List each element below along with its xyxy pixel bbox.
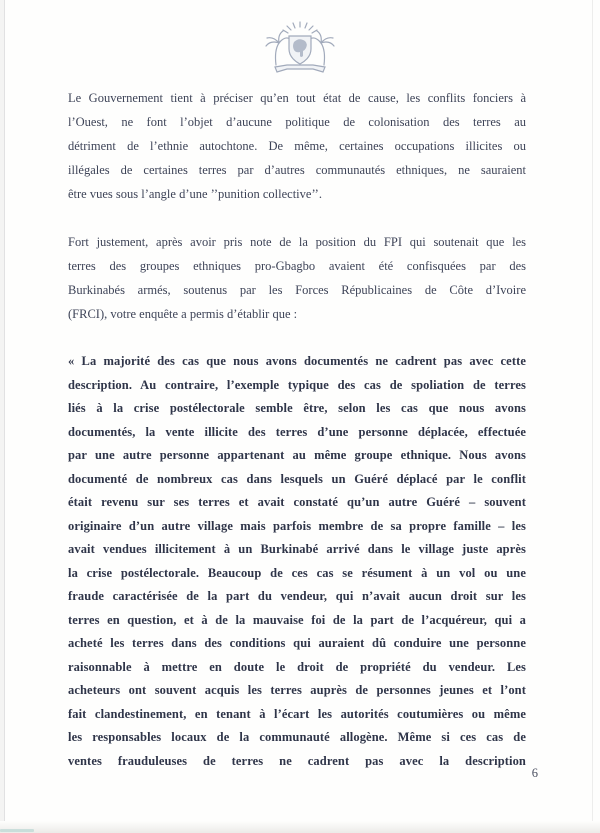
scan-bottom-shadow — [0, 821, 600, 833]
text-line: ventes frauduleuses de terres ne cadrent pas avec la description — [68, 753, 526, 768]
text-line: documenté de nombreux cas dans lesquels un Guéré déplacé par le conflit — [68, 471, 526, 486]
text-line: description. Au contraire, l’exemple typique des cas de spoliation de terres — [68, 377, 526, 392]
paragraph — [68, 86, 526, 206]
text-line: les responsables locaux de la communauté allogène. Même si ces cas de — [68, 730, 526, 744]
text-line: acheté les terres dans des conditions qui auraient dû conduire une personne — [68, 636, 526, 650]
text-line: raisonnable à mettre en doute le droit de propriété du vendeur. Les — [68, 659, 526, 674]
scan-edge-right — [592, 0, 593, 833]
text-line: fraude caractérisée de la part du vendeur, qui n’avait aucun droit sur les — [68, 589, 526, 603]
text-line: liés à la crise postélectorale semble être, selon les cas que nous avons — [68, 401, 526, 415]
text-line: « La majorité des cas que nous avons documentés ne cadrent pas avec cette — [68, 354, 526, 368]
text-line: être vues sous l’angle d’une ’’punition collective’’. — [68, 187, 322, 201]
text-line: acheteurs ont souvent acquis les terres auprès de personnes jeunes et l’ont — [68, 683, 526, 697]
text-line: terres en question, et à de la mauvaise foi de la part de l’acquéreur, qui a — [68, 612, 526, 627]
text-line: originaire d’un autre village mais parfois membre de sa propre famille – les — [68, 518, 526, 533]
text-line: par une autre personne appartenant au même groupe ethnique. Nous avons — [68, 448, 526, 462]
paragraph — [68, 350, 526, 773]
text-line: la crise postélectorale. Beaucoup de ces cas se résument à un vol ou une — [68, 565, 526, 580]
text-line: avait vendues illicitement à un Burkinabé arrivé dans le village juste après — [68, 542, 526, 556]
coat-of-arms-icon — [259, 20, 341, 80]
text-line: détriment de l’ethnie autochtone. De même, certaines occupations illicites ou — [68, 139, 526, 153]
text-line: Fort justement, après avoir pris note de la position du FPI qui soutenait que les — [68, 235, 526, 249]
coat-of-arms-graphic — [259, 20, 341, 80]
scan-edge-left — [4, 0, 5, 833]
text-line: terres des groupes ethniques pro-Gbagbo avaient été confisquées par des — [68, 259, 526, 273]
text-line: fait clandestinement, en tenant à l’écart les autorités coutumières ou même — [68, 706, 526, 721]
document-body — [68, 86, 526, 773]
page-number: 6 — [531, 766, 538, 780]
text-line: l’Ouest, ne font l’objet d’aucune politique de colonisation des terres au — [68, 115, 526, 129]
text-line: documentés, la vente illicite des terres d’une personne déplacée, effectuée — [68, 424, 526, 439]
text-line: était revenu sur ses terres et avait constaté qu’un autre Guéré – souvent — [68, 495, 526, 509]
paragraph — [68, 230, 526, 326]
scan-artifact — [0, 829, 34, 832]
text-line: illégales de certaines terres par d’autres communautés ethniques, ne sauraient — [68, 163, 526, 177]
text-line: Burkinabés armés, soutenus par les Forces Républicaines de Côte d’Ivoire — [68, 283, 526, 297]
text-line: Le Gouvernement tient à préciser qu’en tout état de cause, les conflits fonciers à — [68, 91, 526, 105]
text-line: (FRCI), votre enquête a permis d’établir que : — [68, 307, 298, 321]
